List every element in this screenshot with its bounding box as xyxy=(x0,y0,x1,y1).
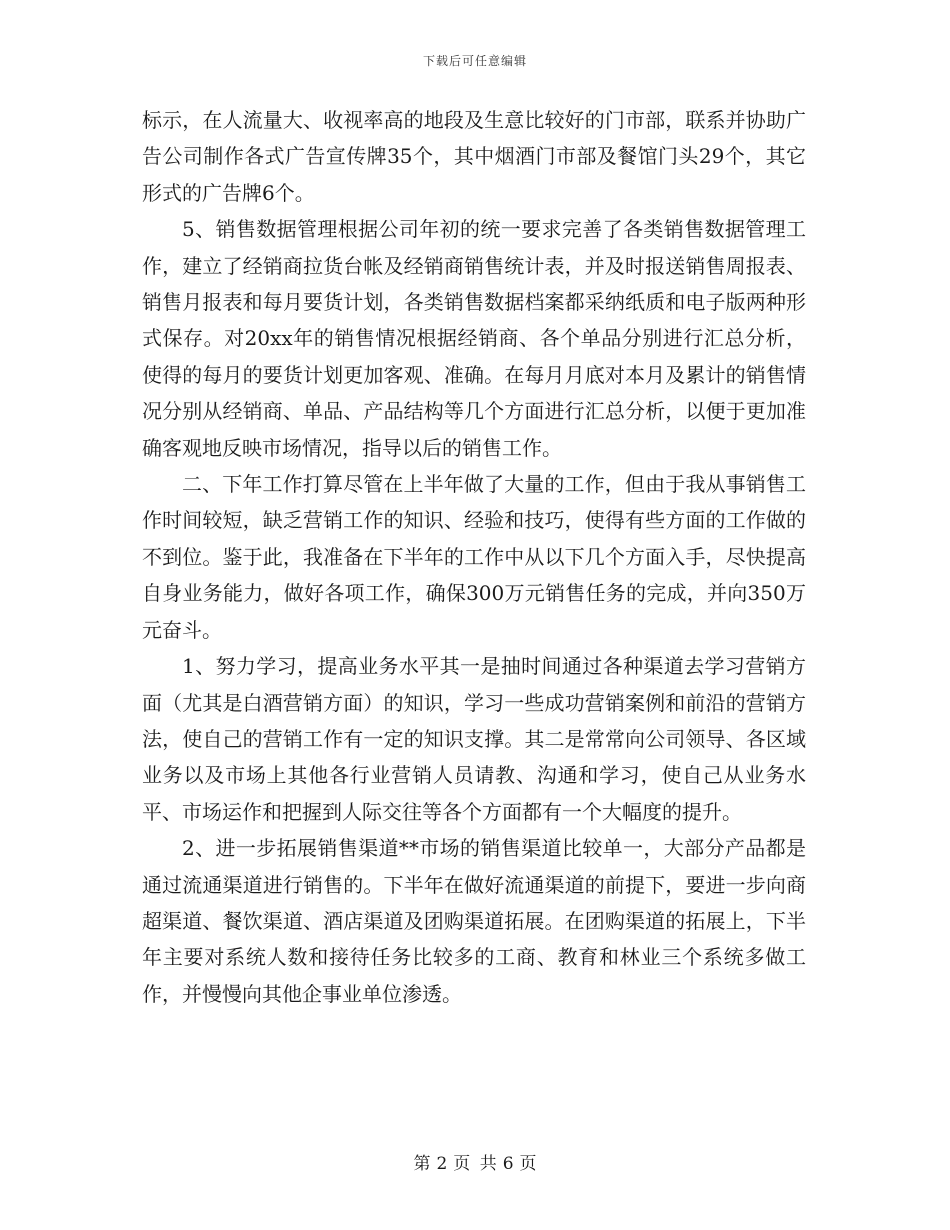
footer-total-pages: 6 xyxy=(502,1154,514,1174)
document-body xyxy=(142,102,806,1012)
page-header: 下载后可任意编辑 xyxy=(422,54,527,68)
paragraph-5: 2、进一步拓展销售渠道**市场的销售渠道比较单一，大部分产品都是通过流通渠道进行销售的。下半年在做好流通渠道的前提下，要进一步向商超渠道、餐饮渠道、酒店渠道及团购渠道拓展。在团购渠道的拓展上，下半年主要对系统人数和接待任务比较多的工商、教育和林业三个系统多做工作，并慢慢向其他企事业单位渗透。 xyxy=(142,836,806,1006)
paragraph-4: 1、努力学习，提高业务水平其一是抽时间通过各种渠道去学习营销方面（尤其是白酒营销方面）的知识，学习一些成功营销案例和前沿的营销方法，使自己的营销工作有一定的知识支撑。其二是常常向公司领导、各区域业务以及市场上其他各行业营销人员请教、沟通和学习，使自己从业务水平、市场运作和把握到人际交往等各个方面都有一个大幅度的提升。 xyxy=(142,654,806,824)
paragraph-2: 5、销售数据管理根据公司年初的统一要求完善了各类销售数据管理工作，建立了经销商拉货台帐及经销商销售统计表，并及时报送销售周报表、销售月报表和每月要货计划，各类销售数据档案都采纳纸质和电子版两种形式保存。对20xx年的销售情况根据经销商、各个单品分别进行汇总分析，使得的每月的要货计划更加客观、准确。在每月月底对本月及累计的销售情况分别从经销商、单品、产品结构等几个方面进行汇总分析，以便于更加准确客观地反映市场情况，指导以后的销售工作。 xyxy=(142,217,806,460)
paragraph-3: 二、下年工作打算尽管在上半年做了大量的工作，但由于我从事销售工作时间较短，缺乏营销工作的知识、经验和技巧，使得有些方面的工作做的不到位。鉴于此，我准备在下半年的工作中从以下几个方面入手，尽快提高自身业务能力，做好各项工作，确保300万元销售任务的完成，并向350万元奋斗。 xyxy=(142,472,806,642)
footer-suffix: 页 xyxy=(519,1154,537,1174)
footer-prefix: 第 xyxy=(413,1154,431,1174)
page-footer xyxy=(0,1149,950,1174)
paragraph-1: 标示，在人流量大、收视率高的地段及生意比较好的门市部，联系并协助广告公司制作各式广告宣传牌35个，其中烟酒门市部及餐馆门头29个，其它形式的广告牌6个。 xyxy=(142,108,806,205)
footer-middle: 页 共 xyxy=(453,1154,497,1174)
footer-page-number: 2 xyxy=(436,1154,448,1174)
